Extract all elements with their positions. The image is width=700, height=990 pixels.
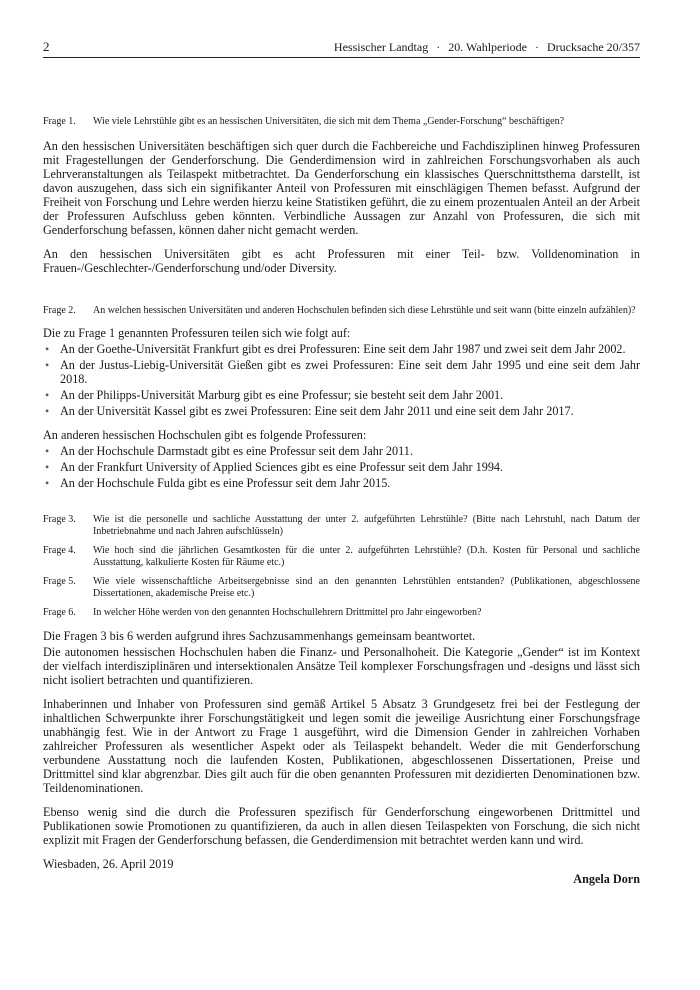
list-item-text: An der Universität Kassel gibt es zwei Professuren: Eine seit dem Jahr 2011 und eine seit dem Jahr 2017. <box>60 404 574 418</box>
question-label: Frage 3. <box>43 514 76 525</box>
answer-1-paragraph-1: An den hessischen Universitäten beschäftigen sich quer durch die Fachbereiche und Fachdisziplinen hinweg Professuren mit Fragestellungen der Genderforschung. Die Genderdimension wird in zahlreichen Forschungsvorhaben als auch Lehrveranstaltungen als Teilaspekt mitbetrachtet. Da Genderforschung ein klassisches Querschnittsthema darstellt, ist davon auszugehen, dass sich ein signifikanter Anteil von Professuren mit einschlägigen Themen befasst. Aufgrund der Freiheit von Forschung und Lehre werden hierzu keine Statistiken geführt, die zu einem prozentualen Anteil an der Arbeit der Professuren Aufschluss geben könnten. Verbindliche Aussagen zur Anzahl von Professuren, die sich mit Genderforschung befassen, können daher nicht gemacht werden. <box>43 138 640 237</box>
bullet-icon: • <box>45 358 50 372</box>
university-list <box>43 342 640 418</box>
bullet-icon: • <box>45 444 50 458</box>
bullet-icon: • <box>45 342 50 356</box>
answer-3-6-paragraph-1: Die Fragen 3 bis 6 werden aufgrund ihres Sachzusammenhangs gemeinsam beantwortet. <box>43 628 476 643</box>
bullet-icon: • <box>45 404 50 418</box>
question-text: Wie viele wissenschaftliche Arbeitsergebnisse sind an den genannten Lehrstühlen entstanden? (Publikationen, abgeschlossene Dissertationen, akademische Preise etc.) <box>93 576 640 599</box>
list-item <box>43 476 640 490</box>
question-label: Frage 2. <box>43 304 76 316</box>
running-header <box>43 40 640 58</box>
answer-3-6-paragraph-3: Inhaberinnen und Inhaber von Professuren sind gemäß Artikel 5 Absatz 3 Grundgesetz frei bei der Festlegung der inhaltlichen Schwerpunkte ihrer Forschungstätigkeit und legen somit die jeweilige Ausrichtung einer Forschungsfrage unabhängig fest. Wie in der Antwort zu Frage 1 ausgeführt, wird die Dimension Gender in zahlreichen Vorhaben zahlreicher Professuren als wesentlicher Aspekt oder als Teilaspekt behandelt. Weder die mit Genderforschung verbundene Ausstattung noch die laufenden Kosten, Publikationen, abgeschlossenen Dissertationen, Preise und Drittmittel sind klar abgrenzbar. Dies gilt auch für die oben genannten Professuren mit dezidierten Denominationen bzw. Teildenominationen. <box>43 696 640 795</box>
document-number: Drucksache 20/357 <box>547 40 640 54</box>
question-3 <box>43 514 640 537</box>
question-2 <box>43 305 640 317</box>
question-text: Wie viele Lehrstühle gibt es an hessischen Universitäten, die sich mit dem Thema „Gender-Forschung“ beschäftigen? <box>93 116 565 127</box>
running-title <box>334 40 640 54</box>
bullet-icon: • <box>45 476 50 490</box>
question-4 <box>43 545 640 568</box>
list-item <box>43 358 640 386</box>
answer-3-6-paragraph-4: Ebenso wenig sind die durch die Professuren spezifisch für Genderforschung eingeworbenen Drittmittel und Publikationen sowie Promotionen zu quantifizieren, da auch in allen diesen Teilaspekten von Forschung, die sich nicht explizit mit Fragen der Genderforschung befassen, die Genderdimension mit betrachtet werden kann und wird. <box>43 804 640 847</box>
question-label: Frage 4. <box>43 545 76 556</box>
question-text: In welcher Höhe werden von den genannten Hochschullehrern Drittmittel pro Jahr eingeworben? <box>93 607 482 618</box>
header-separator: · <box>535 40 540 54</box>
question-text: Wie hoch sind die jährlichen Gesamtkosten für die unter 2. aufgeführten Lehrstühle? (D.h. Kosten für Personal und sachliche Ausstattung, kalkulierte Kosten für Räume etc.) <box>93 545 640 568</box>
place-and-date: Wiesbaden, 26. April 2019 <box>43 856 174 871</box>
page-number: 2 <box>43 39 50 54</box>
question-label: Frage 5. <box>43 576 76 587</box>
question-text: Wie ist die personelle und sachliche Ausstattung der unter 2. aufgeführten Lehrstühle? (Bitte nach Lehrstuhl, nach Datum der Inbetriebnahme und nach Jahren aufschlüsseln) <box>93 514 640 537</box>
answer-2-intro: Die zu Frage 1 genannten Professuren teilen sich wie folgt auf: <box>43 326 351 340</box>
answer-3-6-paragraph-2: Die autonomen hessischen Hochschulen haben die Finanz- und Personalhoheit. Die Kategorie „Gender“ ist im Kontext der vielfach interdisziplinären und intersektionalen Ansätze Teil komplexer Forschungsfragen und -designs und lässt sich nicht isoliert betrachten und quantifizieren. <box>43 644 640 687</box>
bullet-icon: • <box>45 388 50 402</box>
legislative-period: 20. Wahlperiode <box>448 40 528 54</box>
list-item <box>43 404 640 418</box>
other-university-list <box>43 444 640 490</box>
document-page <box>43 40 640 886</box>
question-6 <box>43 607 640 619</box>
header-separator: · <box>436 40 441 54</box>
list-item <box>43 388 640 402</box>
parliament-name: Hessischer Landtag <box>333 40 429 54</box>
question-5 <box>43 576 640 599</box>
list-item-text: An der Goethe-Universität Frankfurt gibt es drei Professuren: Eine seit dem Jahr 1987 und zwei seit dem Jahr 2002. <box>60 342 626 356</box>
signature: Angela Dorn <box>573 871 640 886</box>
list-item-text: An der Philipps-Universität Marburg gibt es eine Professur; sie besteht seit dem Jahr 2001. <box>60 388 504 402</box>
list-item-text: An der Hochschule Fulda gibt es eine Professur seit dem Jahr 2015. <box>60 476 391 490</box>
bullet-icon: • <box>45 460 50 474</box>
question-text: An welchen hessischen Universitäten und anderen Hochschulen befinden sich diese Lehrstühle und seit wann (bitte einzeln aufzählen)? <box>93 304 636 316</box>
answer-1-paragraph-2: An den hessischen Universitäten gibt es acht Professuren mit einer Teil- bzw. Volldenomination in Frauen-/Geschlechter-/Genderforschung und/oder Diversity. <box>43 246 640 275</box>
question-1 <box>43 116 640 128</box>
question-label: Frage 6. <box>43 607 76 618</box>
question-label: Frage 1. <box>43 116 76 127</box>
list-item-text: An der Justus-Liebig-Universität Gießen gibt es zwei Professuren: Eine seit dem Jahr 1995 und eine seit dem Jahr 2018. <box>60 358 640 386</box>
list-item <box>43 342 640 356</box>
list-item <box>43 444 640 458</box>
list-item-text: An der Hochschule Darmstadt gibt es eine Professur seit dem Jahr 2011. <box>60 444 413 458</box>
list-item <box>43 460 640 474</box>
answer-2-other-intro: An anderen hessischen Hochschulen gibt es folgende Professuren: <box>43 428 367 442</box>
list-item-text: An der Frankfurt University of Applied Sciences gibt es eine Professur seit dem Jahr 1994. <box>60 460 504 474</box>
